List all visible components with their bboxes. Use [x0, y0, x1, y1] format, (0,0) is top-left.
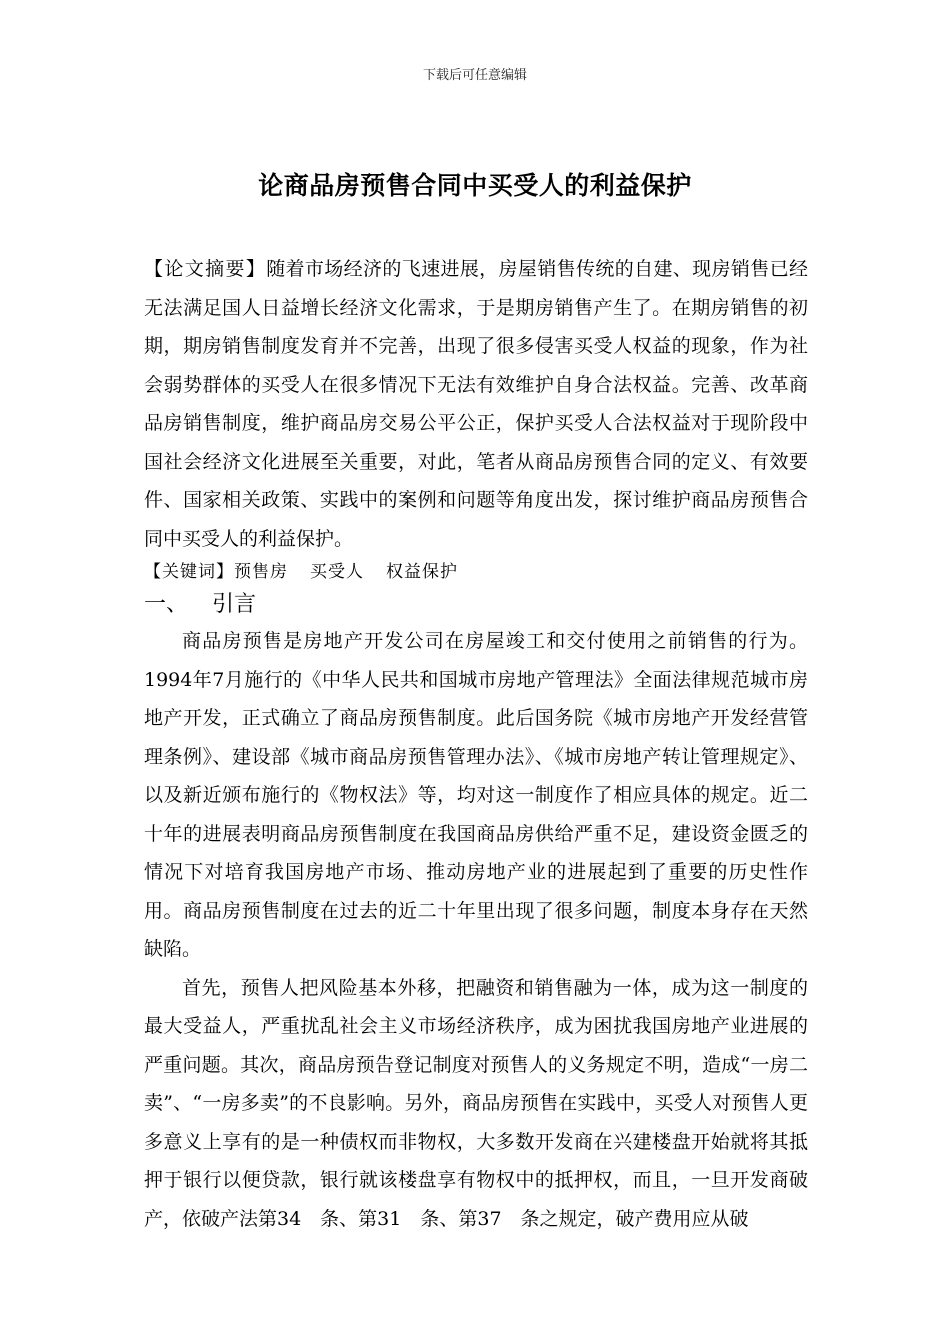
section-number: 一、: [144, 592, 189, 617]
section-title: 引言: [212, 592, 257, 617]
abstract-paragraph: [144, 250, 808, 558]
keyword-item: 预售房: [234, 562, 288, 582]
keyword-item: 权益保护: [386, 562, 458, 582]
header-note: 下载后可任意编辑: [422, 68, 527, 83]
section-body: [144, 622, 808, 1238]
abstract: [144, 250, 808, 558]
abstract-text: 随着市场经济的飞速进展，房屋销售传统的自建、现房销售已经无法满足国人日益增长经济文化需求，于是期房销售产生了。在期房销售的初期，期房销售制度发育并不完善，出现了很多侵害买受人权益的现象，作为社会弱势群体的买受人在很多情况下无法有效维护自身合法权益。完善、改革商品房销售制度，维护商品房交易公平公正，保护买受人合法权益对于现阶段中国社会经济文化进展至关重要，对此，笔者从商品房预售合同的定义、有效要件、国家相关政策、实践中的案例和问题等角度出发，探讨维护商品房预售合同中买受人的利益保护。: [144, 258, 808, 550]
keyword-item: 买受人: [310, 562, 364, 582]
body-paragraph: 商品房预售是房地产开发公司在房屋竣工和交付使用之前销售的行为。1994年7月施行的《中华人民共和国城市房地产管理法》全面法律规范城市房地产开发，正式确立了商品房预售制度。此后国务院《城市房地产开发经营管理条例》、建设部《城市商品房预售管理办法》、《城市房地产转让管理规定》、以及新近颁布施行的《物权法》等，均对这一制度作了相应具体的规定。近二十年的进展表明商品房预售制度在我国商品房供给严重不足，建设资金匮乏的情况下对培育我国房地产市场、推动房地产业的进展起到了重要的历史性作用。商品房预售制度在过去的近二十年里出现了很多问题，制度本身存在天然缺陷。: [144, 630, 808, 960]
document-body: [144, 250, 808, 1238]
section-heading: [144, 588, 808, 622]
keywords: [144, 558, 808, 586]
page-title: 论商品房预售合同中买受人的利益保护: [258, 171, 692, 200]
keywords-label: 【关键词】: [144, 562, 234, 582]
body-paragraph: 首先，预售人把风险基本外移，把融资和销售融为一体，成为这一制度的最大受益人，严重扰乱社会主义市场经济秩序，成为困扰我国房地产业进展的严重问题。其次，商品房预告登记制度对预售人的义务规定不明，造成“一房二卖”、“一房多卖”的不良影响。另外，商品房预售在实践中，买受人对预售人更多意义上享有的是一种债权而非物权，大多数开发商在兴建楼盘开始就将其抵押于银行以便贷款，银行就该楼盘享有物权中的抵押权，而且，一旦开发商破产，依破产法第34 条、第31 条、第37 条之规定，破产费用应从破: [144, 976, 808, 1230]
abstract-label: 【论文摘要】: [144, 258, 267, 280]
